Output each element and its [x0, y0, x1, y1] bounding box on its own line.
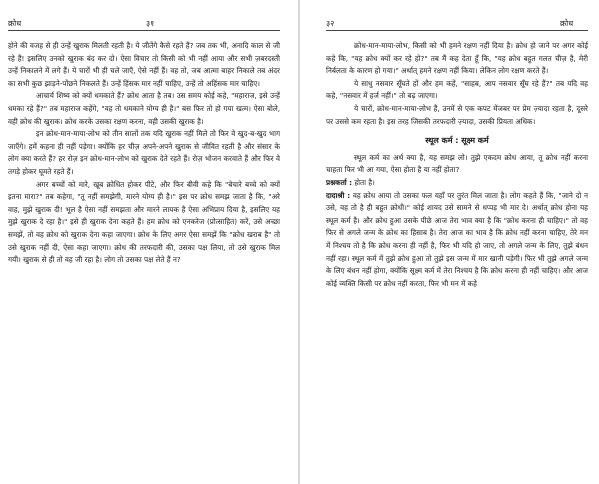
right-paragraph-3: ये चारों, क्रोध-मान-माया-लोभ हैं, उनमें से एक कपट मेंजबर पर प्रेम ज़्यादा रहता है, दूसरे पर उससे कम रहता है। इस तरह जिसकी तरफदारी ज़्यादा, उसकी प्रियता अधिक।: [326, 103, 588, 126]
answer-paragraph: [326, 190, 588, 291]
right-running-title: क्रोध: [560, 19, 574, 28]
right-header-rule: [326, 30, 588, 31]
left-running-title: क्रोध: [8, 19, 22, 28]
right-paragraph-1: क्रोध-मान-माया-लोभ, किसी को भी हमने रक्षण नहीं दिया है। क्रोध हो जाने पर अगर कोई कहे कि, "यह क्रोध क्यों कर रहे हो?" तब मैं कह देता हूँ कि, "यह क्रोध बहुत गलत चीज़ है, मेरी निर्बलता के कारण हो गया।" अर्थात् हमने रक्षण नहीं किया। लेकिन लोग रक्षण करते हैं।: [326, 41, 588, 76]
right-page-number: ३२: [326, 19, 335, 28]
left-paragraph-4: अगर बच्चों को मारे, खूब क्रोधित होकर पीटे, और फिर बीवी कहे कि "बेचारे बच्चे को क्यों इतना मारा?" तब कहेगा, "तू नहीं समझेगी, मारने योग्य ही है।" इस पर क्रोध समझ जाता है कि, "अरे वाह, मुझे खुराक दी! भूल है ऐसा नहीं समझता और मारने लायक है ऐसा अभिप्राय दिया है, इसलिए यह मुझे खुराक दे रहा है।" इसे ही खुराक देना कहते हैं। हम क्रोध को एनकरेज (प्रोत्साहित) करें, उसे अच्छा समझें, तो वह क्रोध को खुराक देना कहा जाएगा। क्रोध के लिए अगर ऐसा समझें कि "क्रोध खराब है" तो उसे खुराक नहीं दी, ऐसा कहा जाएगा। क्रोध की तरफदारी की, उसका पक्ष लिया, तो उसे खुराक मिल गयी। खुराक से ही तो वह जी रहा है। लोग तो उसका पक्ष लेते हैं न?: [8, 179, 280, 265]
left-page: [0, 0, 299, 484]
left-page-body: [8, 40, 280, 267]
left-paragraph-2: आचार्य शिष्य को क्यों धमकाते हैं? क्रोध आता है तब। उस समय कोई कहे, "महाराज, इसे उन्हें धमका रहे हैं?" तब महाराज कहेंगे, "वह तो धमकाने योग्य ही है।" बस फिर तो हो गया खत्म। ऐसा बोले, वही क्रोध की खुराक। क्रोध करके उसका रक्षण करना, वही उसकी खुराक है।: [8, 91, 280, 126]
left-paragraph-3: इन क्रोध-मान-माया-लोभ को तीन सालों तक यदि खुराक नहीं मिले तो फिर वे खुद-ब-खुद भाग जाएँगे। हमें कहना ही नहीं पड़ेगा। क्योंकि हर चीज़ अपने-अपने खुराक से जीवित रहती है और संसार के लोग क्या करते हैं? हर रोज़ इन क्रोध-मान-लोभ को खुराक देते रहते हैं। रोज़ भोजन करवाते हैं और फिर वे तगड़े होकर घूमते रहते हैं।: [8, 129, 280, 176]
section-intro-paragraph: स्थूल कर्म का अर्थ क्या है, यह समझ लो। तुझे एकदम क्रोध आया, तू क्रोध नहीं करना चाहता फिर भी आ गया, ऐसा होता है या नहीं होता?: [326, 152, 588, 175]
answer-text: वह क्रोध आया तो उसका फल यहाँ पर तुरंत मिल जाता है। लोग कहते हैं कि, "जाने दो न उसे, वह तो है ही बहुत क्रोधी।" कोई शायद उसे सामने से धप्पड़ भी मार दे। अर्थात् क्रोध होना यह स्थूल कर्म है। और क्रोध हुआ उसके पीछे आज तेरा भाव क्या है कि "क्रोध करना ही चाहिए।" तो वह फिर से अगले जन्म के क्रोध का हिसाब है। तेरा आज का भाव है कि क्रोध नहीं करना चाहिए, तेरे मन में निश्चय तो है कि क्रोध करना ही नहीं है, फिर भी यदि हो जाए, तो अगले जन्म के लिए, तुझे बंधन नहीं रहा। स्थूल कर्म में तुझे क्रोध हुआ तो तुझे इस जन्म में मार खानी पड़ेगी। फिर भी तुझे अगले जन्म के लिए बंधन नहीं होगा, क्योंकि सूक्ष्म कर्म में तेरा निश्चय है कि क्रोध करना ही नहीं चाहिए। और आज कोई व्यक्ति किसी पर क्रोध नहीं करता, फिर भी मन में कहे: [326, 190, 588, 288]
left-page-number: ३१: [146, 19, 155, 28]
left-paragraph-1: होने की वजह से ही उन्हें खुराक मिलती रहती है। ये जीतेंगे कैसे रहते हैं? जब तक भी, अनादि काल से जी रहे हैं! इसलिए उनको खुराक बंद कर दो। ऐसा विचार तो किसी को भी नहीं आया और सभी ज़बरदस्ती उन्हें निकालने में लगे हैं। ये चारों भी ही चले जाएँ, ऐसे नहीं हैं। वह तो, जब आत्मा बाहर निकाले तब अंदर का सभी कुछ झाड़ने-पोंछने निकलते हैं। उन्हें हिंसक मार नहीं चाहिए, उन्हें तो अहिंसक मार चाहिए।: [8, 41, 280, 88]
right-page-body: [326, 40, 588, 290]
question-line: [326, 177, 588, 190]
right-paragraph-2: ये साधु नसवार सूँघते हों और हम कहें, "साहब, आप नसवार सूँघ रहे हैं?" तब यदि वह कहे, "नसवार में हर्ज नहीं।" तो बढ़ जाएगा।: [326, 78, 588, 101]
questioner-label: प्रश्नकर्ता :: [326, 177, 353, 187]
question-text: होता है।: [354, 177, 375, 187]
right-page: [300, 0, 599, 484]
section-heading: स्थूल कर्म : सूक्ष्म कर्म: [425, 136, 489, 146]
left-header-rule: [8, 30, 280, 31]
dadashri-label: दादाश्री :: [326, 190, 351, 200]
